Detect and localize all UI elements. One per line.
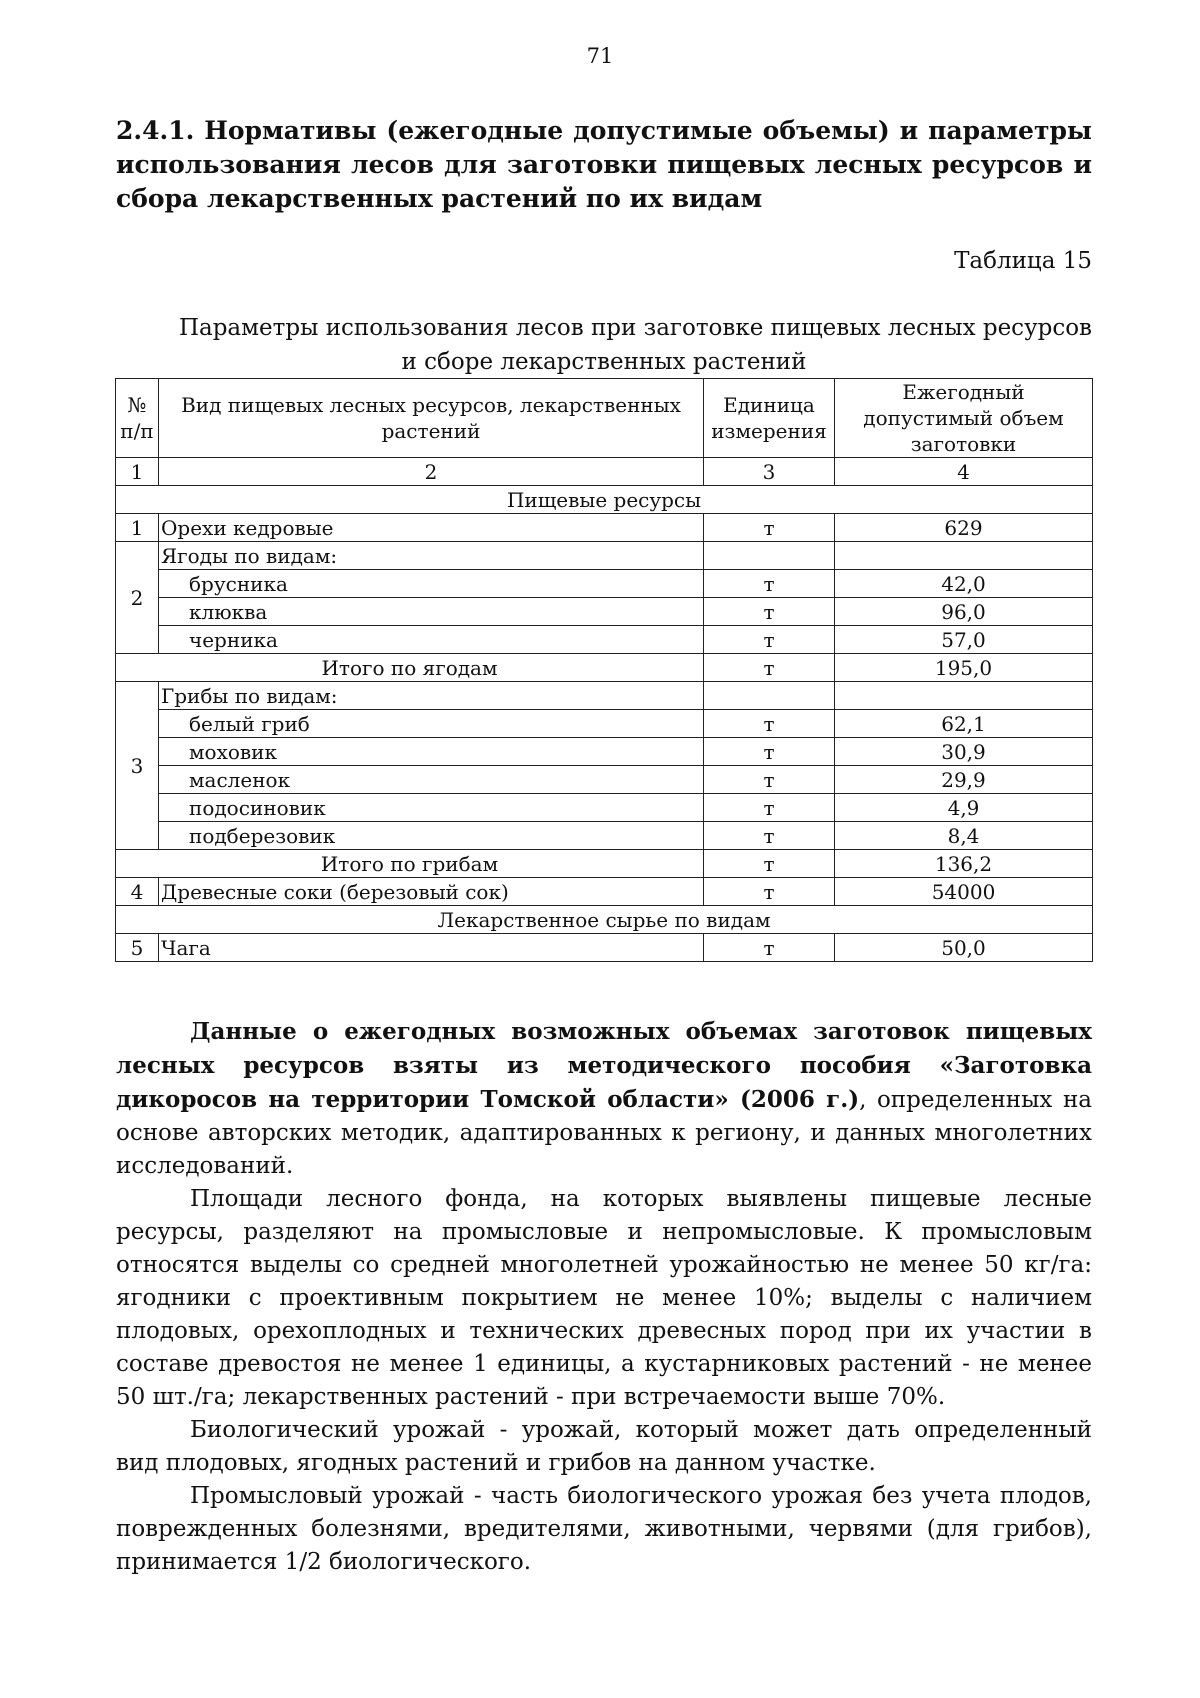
table-row	[116, 598, 1093, 626]
section-medicinal-label: Лекарственное сырье по видам	[116, 906, 1093, 934]
table-header-row	[116, 379, 1093, 458]
parameters-table	[115, 378, 1093, 962]
row-unit: т	[704, 878, 835, 906]
empty-cell	[835, 682, 1093, 710]
body-text	[116, 1015, 1092, 1579]
row-unit: т	[704, 626, 835, 654]
row-name: клюква	[159, 598, 704, 626]
table-row	[116, 682, 1093, 710]
header-name: Вид пищевых лесных ресурсов, лекарственных растений	[159, 379, 704, 458]
total-row	[116, 654, 1093, 682]
col-number: 4	[835, 458, 1093, 486]
empty-cell	[704, 542, 835, 570]
row-value: 50,0	[835, 934, 1093, 962]
row-num: 4	[116, 878, 159, 906]
table-row	[116, 766, 1093, 794]
row-num: 2	[116, 542, 159, 654]
row-num: 5	[116, 934, 159, 962]
table-row	[116, 738, 1093, 766]
row-num: 1	[116, 514, 159, 542]
header-unit: Единица измерения	[704, 379, 835, 458]
row-name: подберезовик	[159, 822, 704, 850]
table-row	[116, 710, 1093, 738]
col-number: 1	[116, 458, 159, 486]
row-unit: т	[704, 598, 835, 626]
row-unit: т	[704, 654, 835, 682]
paragraph-1-rest: , определенных на основе авторских методик, адаптированных к региону, и данных многолетних исследований.	[116, 1087, 1093, 1179]
header-num: № п/п	[116, 379, 159, 458]
row-value: 54000	[835, 878, 1093, 906]
row-value: 8,4	[835, 822, 1093, 850]
table-row	[116, 542, 1093, 570]
row-unit: т	[704, 766, 835, 794]
group-label: Грибы по видам:	[159, 682, 704, 710]
row-value: 57,0	[835, 626, 1093, 654]
table-row	[116, 570, 1093, 598]
row-value: 4,9	[835, 794, 1093, 822]
row-unit: т	[704, 514, 835, 542]
row-value: 96,0	[835, 598, 1093, 626]
paragraph-1	[116, 1015, 1092, 1183]
row-name: Орехи кедровые	[159, 514, 704, 542]
row-name: брусника	[159, 570, 704, 598]
row-value: 62,1	[835, 710, 1093, 738]
row-unit: т	[704, 822, 835, 850]
table-row	[116, 878, 1093, 906]
group-label: Ягоды по видам:	[159, 542, 704, 570]
table-row	[116, 514, 1093, 542]
row-unit: т	[704, 794, 835, 822]
page-number: 71	[586, 44, 614, 68]
row-name: Древесные соки (березовый сок)	[159, 878, 704, 906]
table-row	[116, 934, 1093, 962]
table-row	[116, 822, 1093, 850]
section-row-medicinal	[116, 906, 1093, 934]
row-unit: т	[704, 570, 835, 598]
section-row-food	[116, 486, 1093, 514]
row-name: белый гриб	[159, 710, 704, 738]
paragraph-4: Промысловый урожай - часть биологического урожая без учета плодов, поврежденных болезнями, вредителями, животными, червями (для грибов), принимается 1/2 биологического.	[116, 1483, 1092, 1575]
row-value: 195,0	[835, 654, 1093, 682]
empty-cell	[835, 542, 1093, 570]
section-heading: 2.4.1. Нормативы (ежегодные допустимые объемы) и параметры использования лесов для заготовки пищевых лесных ресурсов и сбора лекарственных растений по их видам	[116, 116, 1092, 213]
caption-line-1: Параметры использования лесов при заготовке пищевых лесных ресурсов	[178, 315, 1092, 341]
row-name: моховик	[159, 738, 704, 766]
column-number-row	[116, 458, 1093, 486]
total-row	[116, 850, 1093, 878]
table-row	[116, 794, 1093, 822]
table-row	[116, 626, 1093, 654]
col-number: 2	[159, 458, 704, 486]
row-value: 30,9	[835, 738, 1093, 766]
section-food-label: Пищевые ресурсы	[116, 486, 1093, 514]
row-num: 3	[116, 682, 159, 850]
paragraph-1-bold: Данные о ежегодных возможных объемах заготовок пищевых лесных ресурсов взяты из методического пособия «Заготовка дикоросов на территории Томской области» (2006 г.)	[116, 1018, 1092, 1113]
row-value: 629	[835, 514, 1093, 542]
row-unit: т	[704, 738, 835, 766]
total-label: Итого по ягодам	[116, 654, 704, 682]
row-name: Чага	[159, 934, 704, 962]
table-caption	[116, 311, 1092, 379]
table-label: Таблица 15	[954, 248, 1092, 274]
row-name: подосиновик	[159, 794, 704, 822]
col-number: 3	[704, 458, 835, 486]
row-value: 136,2	[835, 850, 1093, 878]
total-label: Итого по грибам	[116, 850, 704, 878]
caption-line-2: и сборе лекарственных растений	[401, 349, 807, 375]
row-name: масленок	[159, 766, 704, 794]
paragraph-3: Биологический урожай - урожай, который может дать определенный вид плодовых, ягодных растений и грибов на данном участке.	[116, 1417, 1092, 1476]
empty-cell	[704, 682, 835, 710]
row-value: 42,0	[835, 570, 1093, 598]
row-unit: т	[704, 934, 835, 962]
row-name: черника	[159, 626, 704, 654]
row-value: 29,9	[835, 766, 1093, 794]
paragraph-2: Площади лесного фонда, на которых выявлены пищевые лесные ресурсы, разделяют на промысловые и непромысловые. К промысловым относятся выделы со средней многолетней урожайностью не менее 50 кг/га: ягодники с проективным покрытием не менее 10%; выделы с наличием плодовых, орехоплодных и технических древесных пород при их участии в составе древостоя не менее 1 единицы, а кустарниковых растений - не менее 50 шт./га; лекарственных растений - при встречаемости выше 70%.	[116, 1186, 1092, 1410]
row-unit: т	[704, 850, 835, 878]
header-value: Ежегодный допустимый объем заготовки	[835, 379, 1093, 458]
row-unit: т	[704, 710, 835, 738]
